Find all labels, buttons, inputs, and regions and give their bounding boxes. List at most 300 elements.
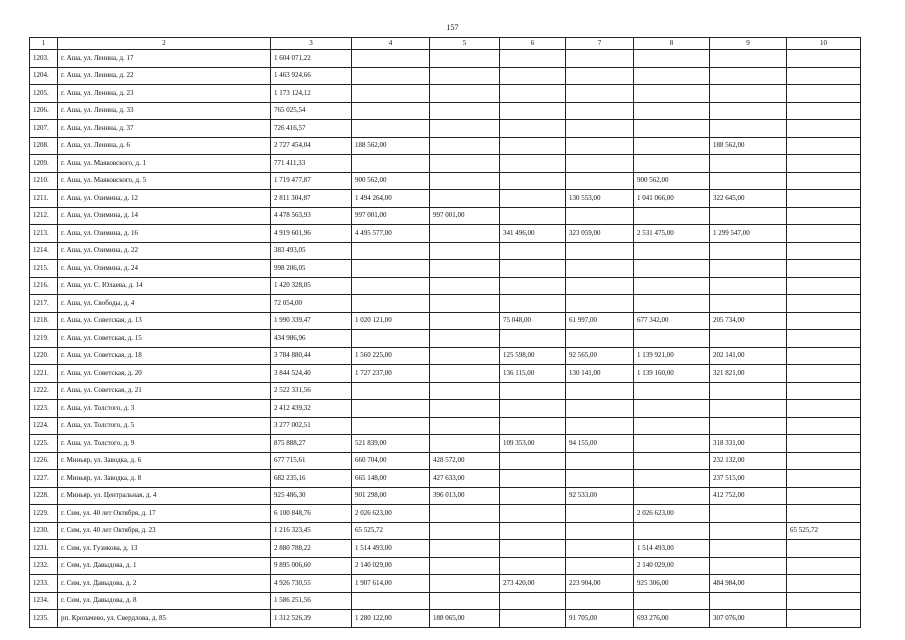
table-row — [30, 330, 861, 348]
amount-cell: 109 353,00 — [500, 435, 566, 453]
amount-cell — [352, 67, 430, 85]
amount-cell — [500, 277, 566, 295]
row-number-cell: 1205. — [30, 85, 58, 103]
amount-cell — [500, 452, 566, 470]
amount-cell: 1 216 323,45 — [271, 522, 352, 540]
amount-cell — [787, 365, 861, 383]
amount-cell — [787, 207, 861, 225]
amount-cell — [566, 540, 634, 558]
amount-cell — [430, 435, 500, 453]
amount-cell — [787, 400, 861, 418]
amount-cell: 130 553,00 — [566, 190, 634, 208]
page-number: 157 — [446, 23, 459, 32]
amount-cell — [787, 67, 861, 85]
amount-cell — [500, 67, 566, 85]
amount-cell: 232 132,00 — [710, 452, 787, 470]
table-row — [30, 522, 861, 540]
amount-cell — [500, 487, 566, 505]
address-cell: г. Аша, ул. Озимина, д. 24 — [58, 260, 271, 278]
row-number-cell: 1219. — [30, 330, 58, 348]
amount-cell — [787, 330, 861, 348]
amount-cell — [634, 522, 710, 540]
amount-cell — [710, 102, 787, 120]
amount-cell: 4 926 730,55 — [271, 575, 352, 593]
amount-cell: 94 155,00 — [566, 435, 634, 453]
row-number-cell: 1209. — [30, 155, 58, 173]
address-cell: г. Сим, ул. Давыдова, д. 2 — [58, 575, 271, 593]
row-number-cell: 1213. — [30, 225, 58, 243]
amount-cell: 61 997,00 — [566, 312, 634, 330]
address-cell: г. Аша, ул. Озимина, д. 16 — [58, 225, 271, 243]
amount-cell: 2 811 304,87 — [271, 190, 352, 208]
amount-cell — [710, 120, 787, 138]
amount-cell — [787, 610, 861, 628]
amount-cell — [787, 575, 861, 593]
table-row — [30, 505, 861, 523]
amount-cell: 4 478 563,93 — [271, 207, 352, 225]
amount-cell — [710, 540, 787, 558]
amount-cell — [430, 260, 500, 278]
amount-cell: 677 342,00 — [634, 312, 710, 330]
amount-cell — [430, 120, 500, 138]
amount-cell — [787, 487, 861, 505]
amount-cell — [787, 120, 861, 138]
table-row — [30, 102, 861, 120]
row-number-cell: 1234. — [30, 592, 58, 610]
amount-cell — [500, 540, 566, 558]
table-row — [30, 470, 861, 488]
amount-cell — [566, 85, 634, 103]
amount-cell: 521 839,00 — [352, 435, 430, 453]
amount-cell — [634, 330, 710, 348]
row-number-cell: 1208. — [30, 137, 58, 155]
amount-cell — [430, 400, 500, 418]
table-row — [30, 67, 861, 85]
amount-cell — [787, 452, 861, 470]
address-cell: г. Миньяр, ул. Центральная, д. 4 — [58, 487, 271, 505]
amount-cell — [787, 592, 861, 610]
amount-cell — [500, 400, 566, 418]
amount-cell: 997 001,00 — [352, 207, 430, 225]
amount-cell — [710, 295, 787, 313]
address-cell: г. Аша, ул. Свободы, д. 4 — [58, 295, 271, 313]
row-number-cell: 1214. — [30, 242, 58, 260]
table-row — [30, 190, 861, 208]
row-number-cell: 1221. — [30, 365, 58, 383]
amount-cell — [634, 120, 710, 138]
column-header: 6 — [500, 38, 566, 50]
amount-cell — [787, 137, 861, 155]
amount-cell — [500, 382, 566, 400]
amount-cell — [710, 330, 787, 348]
address-cell: г. Сим, ул. Давыдова, д. 1 — [58, 557, 271, 575]
amount-cell — [430, 540, 500, 558]
amount-cell — [352, 277, 430, 295]
row-number-cell: 1220. — [30, 347, 58, 365]
address-cell: г. Аша, ул. Маяковского, д. 5 — [58, 172, 271, 190]
amount-cell — [566, 295, 634, 313]
address-cell: г. Аша, ул. Советская, д. 20 — [58, 365, 271, 383]
address-cell: г. Аша, ул. Советская, д. 18 — [58, 347, 271, 365]
amount-cell: 3 844 524,40 — [271, 365, 352, 383]
amount-cell: 427 633,00 — [430, 470, 500, 488]
column-header: 5 — [430, 38, 500, 50]
amount-cell — [710, 242, 787, 260]
row-number-cell: 1203. — [30, 50, 58, 68]
amount-cell: 136 115,00 — [500, 365, 566, 383]
row-number-cell: 1217. — [30, 295, 58, 313]
table-row — [30, 382, 861, 400]
amount-cell: 1 041 066,00 — [634, 190, 710, 208]
amount-cell: 1 312 526,39 — [271, 610, 352, 628]
amount-cell: 91 705,00 — [566, 610, 634, 628]
amount-cell — [710, 400, 787, 418]
amount-cell — [710, 522, 787, 540]
table-row — [30, 50, 861, 68]
table-body — [30, 50, 861, 628]
amount-cell: 188 065,00 — [430, 610, 500, 628]
amount-cell — [787, 102, 861, 120]
amount-cell: 205 734,00 — [710, 312, 787, 330]
amount-cell — [634, 85, 710, 103]
row-number-cell: 1212. — [30, 207, 58, 225]
table-row — [30, 242, 861, 260]
amount-cell — [566, 400, 634, 418]
column-header: 8 — [634, 38, 710, 50]
amount-cell — [634, 295, 710, 313]
amount-cell — [430, 365, 500, 383]
amount-cell: 412 752,00 — [710, 487, 787, 505]
amount-cell — [566, 120, 634, 138]
amount-cell: 434 986,96 — [271, 330, 352, 348]
amount-cell — [710, 505, 787, 523]
amount-cell — [500, 137, 566, 155]
amount-cell: 925 486,30 — [271, 487, 352, 505]
amount-cell — [787, 347, 861, 365]
amount-cell — [352, 260, 430, 278]
address-cell: г. Аша, ул. Ленина, д. 37 — [58, 120, 271, 138]
amount-cell — [430, 592, 500, 610]
amount-cell — [710, 260, 787, 278]
row-number-cell: 1233. — [30, 575, 58, 593]
amount-cell — [634, 137, 710, 155]
amount-cell — [352, 400, 430, 418]
amount-cell — [500, 242, 566, 260]
column-header: 4 — [352, 38, 430, 50]
amount-cell: 1 139 160,00 — [634, 365, 710, 383]
amount-cell: 4 919 601,96 — [271, 225, 352, 243]
amount-cell: 1 719 477,87 — [271, 172, 352, 190]
amount-cell — [500, 120, 566, 138]
amount-cell: 65 525,72 — [787, 522, 861, 540]
table-row — [30, 400, 861, 418]
amount-cell — [634, 242, 710, 260]
amount-cell — [566, 505, 634, 523]
amount-cell — [634, 487, 710, 505]
amount-cell: 2 140 029,00 — [634, 557, 710, 575]
amount-cell — [500, 50, 566, 68]
amount-cell — [787, 225, 861, 243]
amount-cell — [787, 295, 861, 313]
amount-cell — [566, 172, 634, 190]
amount-cell — [430, 225, 500, 243]
row-number-cell: 1223. — [30, 400, 58, 418]
address-cell: г. Миньяр, ул. Заводка, д. 8 — [58, 470, 271, 488]
table-row — [30, 557, 861, 575]
amount-cell: 6 100 848,76 — [271, 505, 352, 523]
amount-cell: 901 298,00 — [352, 487, 430, 505]
amount-cell: 2 880 788,22 — [271, 540, 352, 558]
column-header: 9 — [710, 38, 787, 50]
row-number-cell: 1226. — [30, 452, 58, 470]
data-table — [29, 37, 861, 628]
amount-cell — [710, 557, 787, 575]
amount-cell — [352, 417, 430, 435]
amount-cell — [566, 102, 634, 120]
amount-cell — [430, 330, 500, 348]
amount-cell — [634, 470, 710, 488]
amount-cell — [634, 592, 710, 610]
amount-cell — [500, 417, 566, 435]
address-cell: г. Аша, ул. Советская, д. 13 — [58, 312, 271, 330]
row-number-cell: 1224. — [30, 417, 58, 435]
address-cell: г. Аша, ул. Ленина, д. 6 — [58, 137, 271, 155]
amount-cell — [500, 207, 566, 225]
amount-cell — [634, 102, 710, 120]
amount-cell — [430, 85, 500, 103]
amount-cell — [566, 50, 634, 68]
amount-cell — [787, 470, 861, 488]
amount-cell: 998 206,05 — [271, 260, 352, 278]
amount-cell: 237 515,00 — [710, 470, 787, 488]
amount-cell — [710, 155, 787, 173]
table-row — [30, 155, 861, 173]
amount-cell — [634, 207, 710, 225]
amount-cell — [430, 50, 500, 68]
table-row — [30, 417, 861, 435]
amount-cell — [787, 435, 861, 453]
amount-cell: 2 727 454,04 — [271, 137, 352, 155]
table-row — [30, 365, 861, 383]
row-number-cell: 1207. — [30, 120, 58, 138]
address-cell: рп. Кропачево, ул. Свердлова, д. 85 — [58, 610, 271, 628]
amount-cell: 1 990 339,47 — [271, 312, 352, 330]
amount-cell: 1 299 547,00 — [710, 225, 787, 243]
table-row — [30, 225, 861, 243]
table-row — [30, 312, 861, 330]
address-cell: г. Аша, ул. Ленина, д. 22 — [58, 67, 271, 85]
table-row — [30, 347, 861, 365]
amount-cell — [634, 277, 710, 295]
row-number-cell: 1227. — [30, 470, 58, 488]
amount-cell: 2 412 439,32 — [271, 400, 352, 418]
amount-cell — [500, 172, 566, 190]
amount-cell: 726 416,57 — [271, 120, 352, 138]
amount-cell — [787, 540, 861, 558]
amount-cell — [634, 417, 710, 435]
row-number-cell: 1229. — [30, 505, 58, 523]
amount-cell: 92 533,00 — [566, 487, 634, 505]
amount-cell — [500, 295, 566, 313]
amount-cell — [352, 242, 430, 260]
amount-cell — [430, 102, 500, 120]
column-header: 1 — [30, 38, 58, 50]
amount-cell — [500, 592, 566, 610]
amount-cell — [500, 505, 566, 523]
address-cell: г. Аша, ул. Озимина, д. 22 — [58, 242, 271, 260]
amount-cell — [500, 330, 566, 348]
amount-cell: 660 704,00 — [352, 452, 430, 470]
table-row — [30, 452, 861, 470]
amount-cell — [787, 190, 861, 208]
amount-cell — [352, 155, 430, 173]
column-header: 3 — [271, 38, 352, 50]
amount-cell: 1 514 493,00 — [352, 540, 430, 558]
amount-cell — [566, 277, 634, 295]
amount-cell — [634, 155, 710, 173]
address-cell: г. Аша, ул. Маяковского, д. 1 — [58, 155, 271, 173]
address-cell: г. Аша, ул. Озимина, д. 12 — [58, 190, 271, 208]
amount-cell — [634, 435, 710, 453]
amount-cell — [787, 277, 861, 295]
amount-cell — [634, 400, 710, 418]
amount-cell — [352, 50, 430, 68]
address-cell: г. Сим, ул. Гузикова, д. 13 — [58, 540, 271, 558]
amount-cell: 2 522 331,56 — [271, 382, 352, 400]
amount-cell — [430, 242, 500, 260]
column-header: 7 — [566, 38, 634, 50]
amount-cell: 1 280 122,00 — [352, 610, 430, 628]
row-number-cell: 1228. — [30, 487, 58, 505]
amount-cell: 9 895 006,60 — [271, 557, 352, 575]
amount-cell — [352, 382, 430, 400]
amount-cell: 1 463 924,66 — [271, 67, 352, 85]
amount-cell — [566, 470, 634, 488]
amount-cell — [500, 190, 566, 208]
address-cell: г. Аша, ул. Ленина, д. 23 — [58, 85, 271, 103]
amount-cell — [500, 557, 566, 575]
amount-cell: 1 494 264,00 — [352, 190, 430, 208]
amount-cell — [500, 102, 566, 120]
amount-cell — [710, 50, 787, 68]
table-row — [30, 172, 861, 190]
table-row — [30, 260, 861, 278]
amount-cell — [430, 417, 500, 435]
amount-cell: 3 277 002,51 — [271, 417, 352, 435]
amount-cell: 677 715,61 — [271, 452, 352, 470]
amount-cell — [430, 277, 500, 295]
amount-cell: 125 598,00 — [500, 347, 566, 365]
amount-cell — [710, 382, 787, 400]
address-cell: г. Аша, ул. Советская, д. 21 — [58, 382, 271, 400]
address-cell: г. Аша, ул. Толстого, д. 9 — [58, 435, 271, 453]
amount-cell — [634, 382, 710, 400]
amount-cell — [566, 330, 634, 348]
address-cell: г. Аша, ул. Ленина, д. 17 — [58, 50, 271, 68]
amount-cell — [352, 120, 430, 138]
amount-cell: 682 235,16 — [271, 470, 352, 488]
amount-cell: 900 562,00 — [634, 172, 710, 190]
amount-cell — [566, 137, 634, 155]
amount-cell — [352, 330, 430, 348]
address-cell: г. Миньяр, ул. Заводка, д. 6 — [58, 452, 271, 470]
amount-cell: 1 514 493,00 — [634, 540, 710, 558]
amount-cell: 322 645,00 — [710, 190, 787, 208]
table-row — [30, 592, 861, 610]
amount-cell — [430, 382, 500, 400]
amount-cell — [634, 50, 710, 68]
amount-cell: 2 026 623,00 — [352, 505, 430, 523]
address-cell: г. Аша, ул. С. Юлаева, д. 14 — [58, 277, 271, 295]
amount-cell — [787, 505, 861, 523]
amount-cell — [787, 155, 861, 173]
row-number-cell: 1231. — [30, 540, 58, 558]
table-row — [30, 207, 861, 225]
amount-cell — [430, 505, 500, 523]
amount-cell: 2 140 029,00 — [352, 557, 430, 575]
amount-cell — [430, 155, 500, 173]
amount-cell — [787, 172, 861, 190]
row-number-cell: 1210. — [30, 172, 58, 190]
address-cell: г. Сим, ул. 40 лет Октября, д. 17 — [58, 505, 271, 523]
amount-cell: 4 495 577,00 — [352, 225, 430, 243]
address-cell: г. Аша, ул. Советская, д. 15 — [58, 330, 271, 348]
table-row — [30, 295, 861, 313]
amount-cell: 693 276,00 — [634, 610, 710, 628]
amount-cell — [566, 155, 634, 173]
amount-cell: 321 821,00 — [710, 365, 787, 383]
amount-cell — [566, 417, 634, 435]
amount-cell: 1 907 614,00 — [352, 575, 430, 593]
row-number-cell: 1232. — [30, 557, 58, 575]
row-number-cell: 1215. — [30, 260, 58, 278]
amount-cell: 1 020 121,00 — [352, 312, 430, 330]
header-row — [30, 38, 861, 50]
column-header: 10 — [787, 38, 861, 50]
amount-cell — [430, 312, 500, 330]
row-number-cell: 1211. — [30, 190, 58, 208]
amount-cell — [500, 522, 566, 540]
amount-cell — [352, 295, 430, 313]
amount-cell: 341 496,00 — [500, 225, 566, 243]
amount-cell — [500, 610, 566, 628]
row-number-cell: 1206. — [30, 102, 58, 120]
row-number-cell: 1235. — [30, 610, 58, 628]
amount-cell — [710, 417, 787, 435]
amount-cell — [634, 67, 710, 85]
amount-cell: 925 306,00 — [634, 575, 710, 593]
address-cell: г. Аша, ул. Ленина, д. 33 — [58, 102, 271, 120]
amount-cell: 273 420,00 — [500, 575, 566, 593]
amount-cell — [352, 102, 430, 120]
amount-cell: 875 888,27 — [271, 435, 352, 453]
amount-cell — [566, 67, 634, 85]
address-cell: г. Аша, ул. Толстого, д. 5 — [58, 417, 271, 435]
amount-cell — [787, 417, 861, 435]
amount-cell — [430, 557, 500, 575]
amount-cell — [566, 207, 634, 225]
amount-cell — [566, 592, 634, 610]
amount-cell: 202 141,00 — [710, 347, 787, 365]
amount-cell: 484 984,00 — [710, 575, 787, 593]
amount-cell: 2 531 475,00 — [634, 225, 710, 243]
amount-cell: 75 048,00 — [500, 312, 566, 330]
table-row — [30, 610, 861, 628]
column-header: 2 — [58, 38, 271, 50]
amount-cell — [710, 592, 787, 610]
amount-cell — [566, 557, 634, 575]
amount-cell: 323 059,00 — [566, 225, 634, 243]
